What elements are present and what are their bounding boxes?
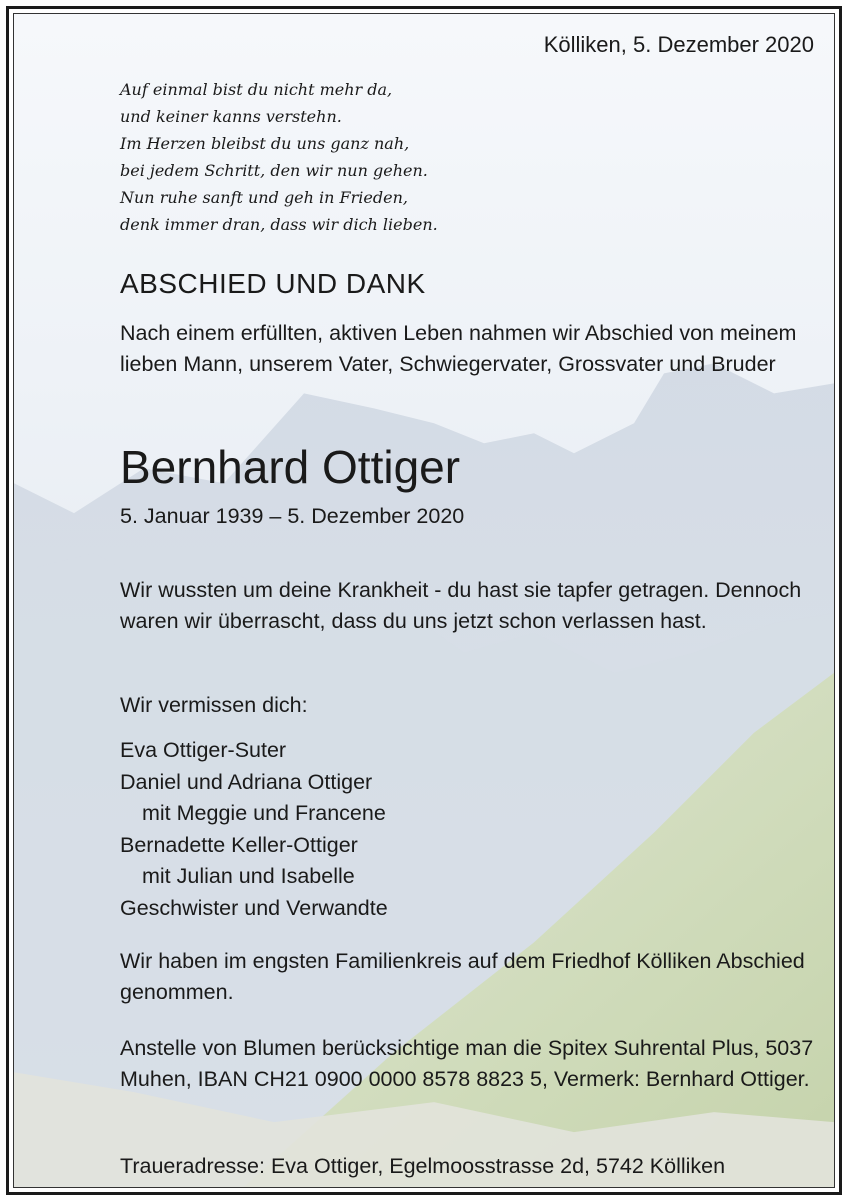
poem-line: Auf einmal bist du nicht mehr da, xyxy=(120,80,393,99)
funeral-note: Wir haben im engsten Familienkreis auf dem Friedhof Kölliken Abschied genommen. xyxy=(120,949,805,1004)
notice-frame xyxy=(6,6,842,1195)
family-list xyxy=(120,735,388,924)
we-miss-you-line: Wir vermissen dich: xyxy=(120,693,308,717)
family-member: Bernadette Keller-Ottiger xyxy=(120,832,358,857)
mourning-address: Traueradresse: Eva Ottiger, Egelmoosstrasse 2d, 5742 Kölliken xyxy=(120,1154,726,1178)
family-member: mit Julian und Isabelle xyxy=(142,864,355,888)
notice-heading: ABSCHIED UND DANK xyxy=(120,268,426,299)
family-member: Eva Ottiger-Suter xyxy=(120,738,287,762)
intro-text: Nach einem erfüllten, aktiven Leben nahmen wir Abschied von meinem lieben Mann, unserem Vater, Schwiegervater, Grossvater und Bruder xyxy=(120,321,797,376)
poem-line: Nun ruhe sanft und geh in Frieden, xyxy=(120,188,408,207)
notice-panel xyxy=(13,13,835,1188)
deceased-name: Bernhard Ottiger xyxy=(120,441,461,493)
date-line: Kölliken, 5. Dezember 2020 xyxy=(543,32,814,57)
poem-line: Im Herzen bleibst du uns ganz nah, xyxy=(120,134,410,153)
donation-note: Anstelle von Blumen berücksichtige man die Spitex Suhrental Plus, 5037 Muhen, IBAN CH21 0900 0000 8578 8823 5, Vermerk: Bernhard Ottiger. xyxy=(120,1036,814,1091)
family-member: mit Meggie und Francene xyxy=(142,801,386,825)
family-member: Daniel und Adriana Ottiger xyxy=(120,769,373,794)
life-dates: 5. Januar 1939 – 5. Dezember 2020 xyxy=(120,504,465,528)
poem-line: denk immer dran, dass wir dich lieben. xyxy=(120,215,438,234)
poem-line: bei jedem Schritt, den wir nun gehen. xyxy=(120,161,428,180)
poem xyxy=(120,76,438,238)
poem-line: und keiner kanns verstehn. xyxy=(120,107,342,126)
family-member: Geschwister und Verwandte xyxy=(120,895,388,920)
illness-paragraph: Wir wussten um deine Krankheit - du hast sie tapfer getragen. Dennoch waren wir überrascht, dass du uns jetzt schon verlassen hast. xyxy=(120,578,802,633)
